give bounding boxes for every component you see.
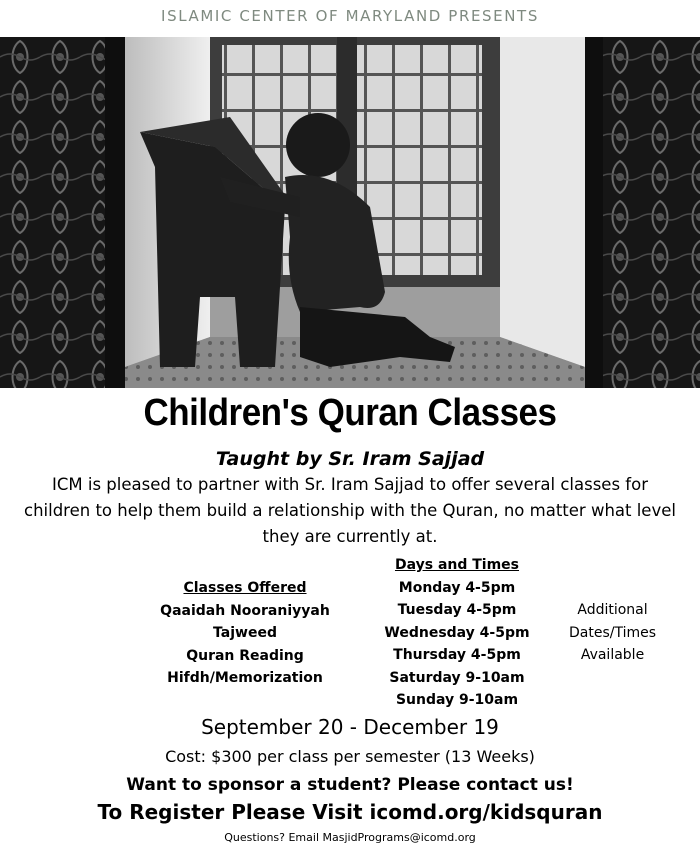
presenter-banner: ISLAMIC CENTER OF MARYLAND PRESENTS — [161, 7, 539, 25]
schedule-item: Tuesday 4-5pm — [397, 602, 517, 618]
page-title: Children's Quran Classes — [143, 392, 557, 434]
questions-contact: Questions? Email MasjidPrograms@icomd.org — [224, 831, 476, 844]
additional-line: Dates/Times — [568, 624, 657, 641]
photo-child-reading-quran — [0, 37, 700, 388]
description-text: ICM is pleased to partner with Sr. Iram Sajjad to offer several classes for children to help them build a relationship with the Quran, no matter what level they are currently at. — [24, 475, 676, 546]
additional-line: Available — [580, 647, 645, 663]
hero-photo — [0, 37, 700, 388]
schedule-item: Wednesday 4-5pm — [384, 624, 530, 641]
sponsor-callout: Want to sponsor a student? Please contact us! — [126, 775, 574, 795]
schedule-item: Thursday 4-5pm — [393, 647, 521, 663]
register-callout: To Register Please Visit icomd.org/kidsquran — [97, 800, 603, 824]
days-times-list — [362, 554, 552, 712]
cost-text: Cost: $300 per class per semester (13 Weeks) — [165, 747, 535, 766]
schedule-item: Monday 4-5pm — [398, 579, 516, 596]
classes-heading: Classes Offered — [183, 580, 307, 596]
instructor-subtitle: Taught by Sr. Iram Sajjad — [215, 448, 485, 470]
classes-offered-list — [145, 577, 345, 690]
class-item: Tajweed — [213, 625, 277, 641]
days-times-heading: Days and Times — [394, 557, 520, 573]
additional-dates-note — [555, 599, 670, 667]
semester-dates: September 20 - December 19 — [201, 715, 499, 739]
schedule-item: Sunday 9-10am — [395, 692, 519, 708]
class-item: Hifdh/Memorization — [167, 670, 323, 686]
schedule-item: Saturday 9-10am — [389, 669, 525, 686]
class-item: Quran Reading — [186, 647, 304, 664]
class-item: Qaaidah Nooraniyyah — [160, 602, 330, 619]
additional-line: Additional — [577, 602, 648, 618]
